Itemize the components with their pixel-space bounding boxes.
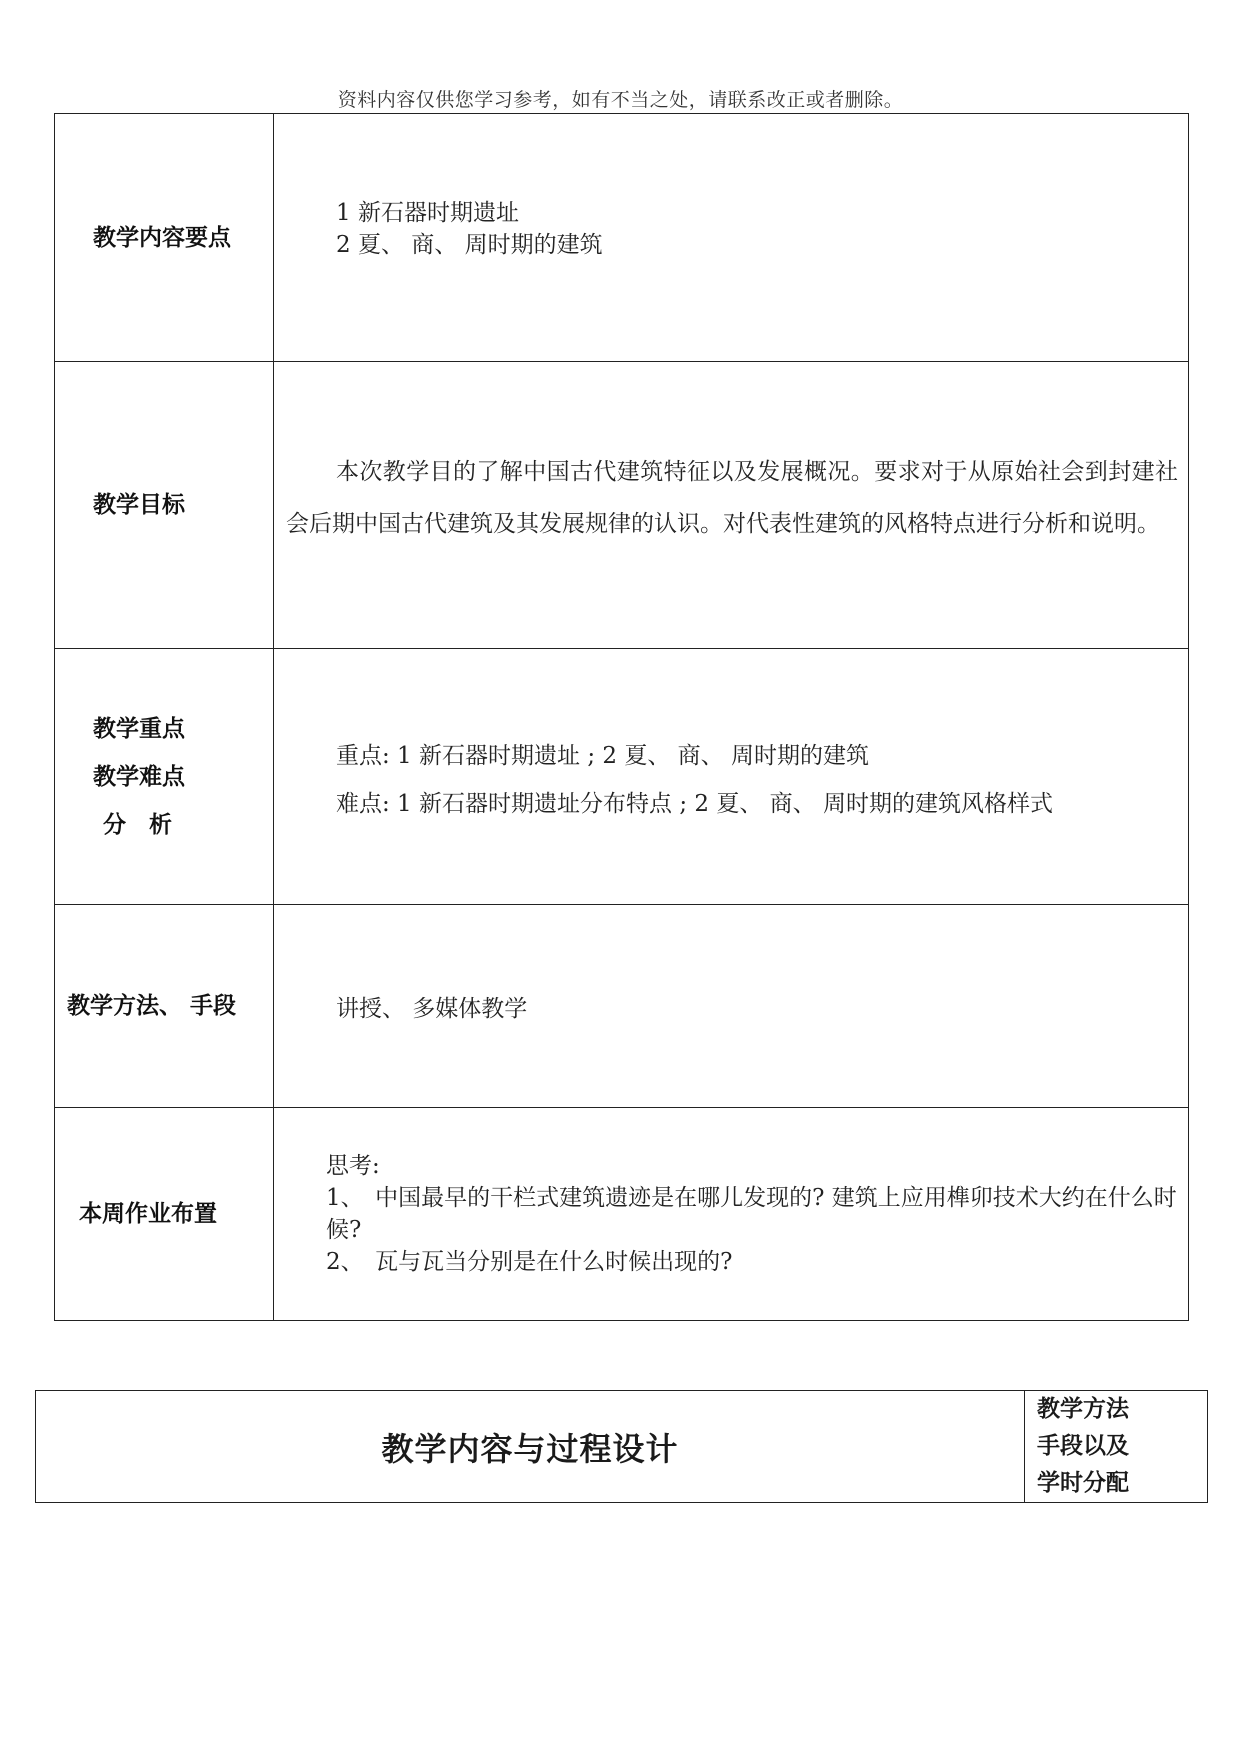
row-label-line: 教学重点 [93,715,185,742]
content-points-cell [274,114,1189,362]
table-row-homework [55,1108,1189,1321]
homework-cell [274,1108,1189,1321]
homework-line: 1、 中国最早的干栏式建筑遗迹是在哪儿发现的? 建筑上应用榫卯技术大约在什么时候? [326,1185,1177,1243]
homework-line: 2、 瓦与瓦当分别是在什么时候出现的? [326,1249,733,1275]
row-label-cell [55,362,274,649]
methods-text: 讲授、 多媒体教学 [336,995,528,1022]
content-point-item: 1 新石器时期遗址 [336,199,519,226]
row-label-line: 分 析 [103,811,172,838]
lesson-plan-table [54,113,1189,1321]
design-title: 教学内容与过程设计 [36,1391,1025,1503]
row-label: 本周作业布置 [79,1201,217,1227]
row-label-cell [55,649,274,905]
side-label-line: 手段以及 [1037,1433,1129,1459]
homework-line: 思考: [326,1153,380,1179]
row-label: 教学目标 [93,492,185,518]
row-label: 教学内容要点 [93,224,231,251]
row-label-cell [55,114,274,362]
objectives-text: 本次教学目的了解中国古代建筑特征以及发展概况。要求对于从原始社会到封建社会后期中国古代建筑及其发展规律的认识。对代表性建筑的风格特点进行分析和说明。 [286,459,1178,537]
process-design-table [35,1390,1208,1503]
row-label-cell [55,1108,274,1321]
side-label-line: 教学方法 [1037,1396,1129,1422]
key-point-line: 重点: 1 新石器时期遗址 ; 2 夏、 商、 周时期的建筑 [336,742,869,769]
table-row-key-points [55,649,1189,905]
row-label-cell [55,905,274,1108]
design-side-cell [1025,1391,1208,1503]
table-row-design-header [36,1391,1208,1503]
row-label-line: 教学难点 [93,763,185,790]
objectives-cell [274,362,1189,649]
table-row-methods [55,905,1189,1108]
watermark-notice: 资料内容仅供您学习参考，如有不当之处，请联系改正或者删除。 [337,89,904,111]
key-points-cell [274,649,1189,905]
methods-cell [274,905,1189,1108]
content-point-item: 2 夏、 商、 周时期的建筑 [336,231,603,258]
table-row-objectives [55,362,1189,649]
table-row-content-points [55,114,1189,362]
row-label: 教学方法、 手段 [67,993,237,1019]
side-label-line: 学时分配 [1037,1470,1129,1496]
difficult-point-line: 难点: 1 新石器时期遗址分布特点 ; 2 夏、 商、 周时期的建筑风格样式 [336,790,1053,817]
